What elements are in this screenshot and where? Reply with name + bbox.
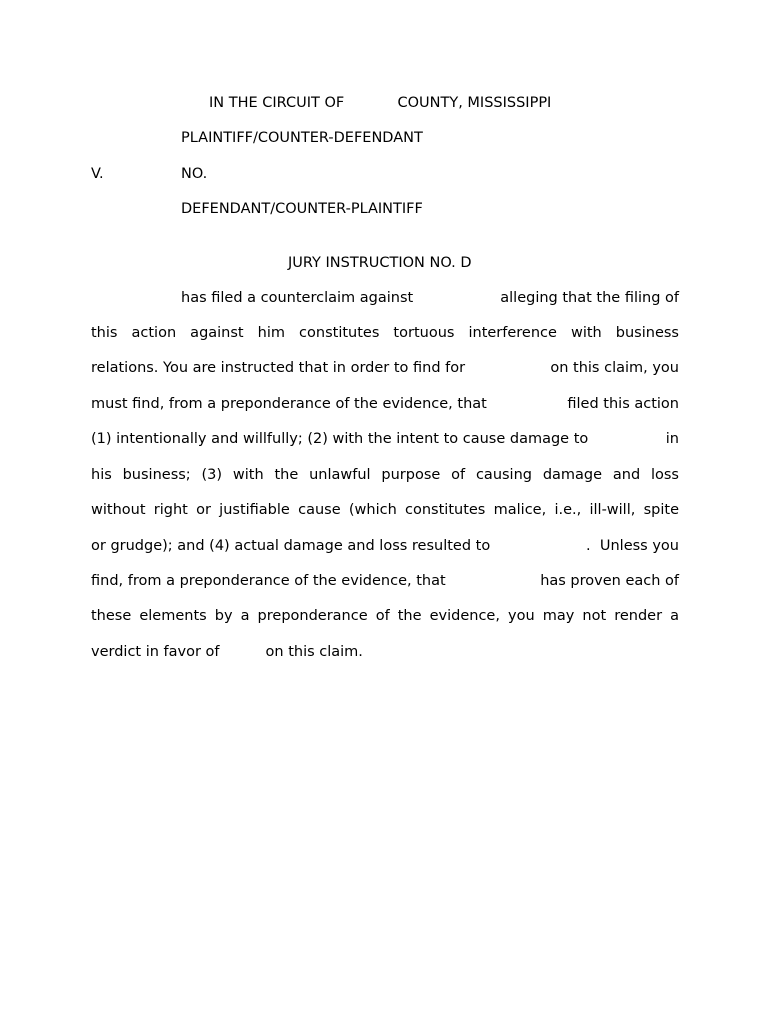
body-line xyxy=(91,395,679,413)
body-text: . Unless you xyxy=(586,538,679,554)
body-text: on this claim, you xyxy=(550,360,679,376)
body-line xyxy=(91,430,679,448)
body-text: has proven each of xyxy=(540,573,679,589)
body-line: these elements by a preponderance of the evidence, you may not render a xyxy=(91,608,679,624)
court-heading xyxy=(209,94,551,112)
case-number-label: NO. xyxy=(181,166,208,182)
body-line xyxy=(91,572,679,590)
body-text: relations. You are instructed that in order to find for xyxy=(91,360,466,376)
body-text: filed this action xyxy=(567,396,679,412)
body-line: his business; (3) with the unlawful purpose of causing damage and loss xyxy=(91,467,679,483)
body-line xyxy=(91,359,679,377)
body-line: without right or justifiable cause (which constitutes malice, i.e., ill-will, spite xyxy=(91,502,679,518)
body-text: in xyxy=(665,431,679,447)
court-suffix: COUNTY, MISSISSIPPI xyxy=(397,95,552,111)
body-line xyxy=(91,643,363,661)
body-text: alleging that the filing of xyxy=(500,290,679,306)
body-text: on this claim. xyxy=(265,644,363,660)
defendant-label: DEFENDANT/COUNTER-PLAINTIFF xyxy=(181,201,423,217)
body-line xyxy=(91,537,679,555)
body-text: has filed a counterclaim against xyxy=(181,290,414,306)
body-text: must find, from a preponderance of the evidence, that xyxy=(91,396,487,412)
body-text: find, from a preponderance of the evidence, that xyxy=(91,573,446,589)
plaintiff-label: PLAINTIFF/COUNTER-DEFENDANT xyxy=(181,130,423,146)
body-line: this action against him constitutes tortuous interference with business xyxy=(91,325,679,341)
court-prefix: IN THE CIRCUIT OF xyxy=(209,95,345,111)
instruction-title: JURY INSTRUCTION NO. D xyxy=(288,255,472,271)
body-text: verdict in favor of xyxy=(91,644,220,660)
versus-label: V. xyxy=(91,166,104,182)
body-line xyxy=(181,289,679,307)
body-text: or grudge); and (4) actual damage and loss resulted to xyxy=(91,538,491,554)
body-text: (1) intentionally and willfully; (2) with the intent to cause damage to xyxy=(91,431,589,447)
